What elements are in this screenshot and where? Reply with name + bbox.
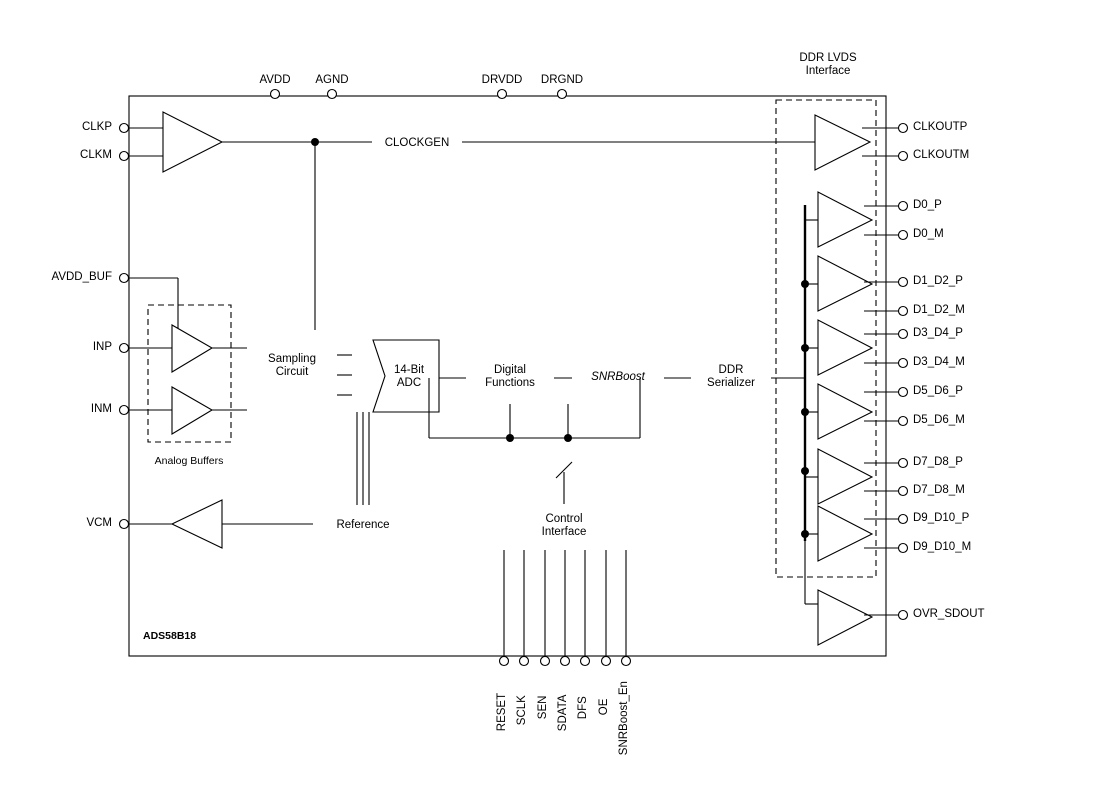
pin-ovr-sdout [899,611,908,620]
junction-snrboost [564,434,572,442]
label-pin-reset: RESET [495,692,508,732]
pin-d1-d2-p [899,278,908,287]
label-pin-agnd: AGND [315,74,349,86]
pin-d3-d4-p [899,330,908,339]
pin-d3-d4-m [899,359,908,368]
label-pin-clkoutm: CLKOUTM [913,149,970,161]
label-pin-vcm: VCM [86,517,112,529]
label-pin-avdd-buf: AVDD_BUF [51,271,112,283]
pin-d1-d2-m [899,307,908,316]
label-pin-inm: INM [90,403,112,415]
label-pin-d5-d6-m: D5_D6_M [913,414,965,426]
label-pin-dfs: DFS [576,696,589,720]
label-block-sampling-circuit: Sampling Circuit [268,353,316,379]
pin-d9-d10-m [899,544,908,553]
label-analog-buffers: Analog Buffers [154,455,224,467]
pin-d0-m [899,231,908,240]
label-pin-oe: OE [597,698,610,716]
pin-clkoutp [899,124,908,133]
label-device-name: ADS58B18 [143,630,197,642]
pin-dfs [581,657,590,666]
pin-sdata [561,657,570,666]
pin-sclk [520,657,529,666]
pin-inm [120,406,129,415]
label-pin-drgnd: DRGND [540,74,584,86]
label-pin-drvdd: DRVDD [481,74,523,86]
label-block-control-interface: Control Interface [541,513,587,539]
label-ddr-lvds-interface: DDR LVDS Interface [799,52,857,78]
label-block-snrboost: SNRBoost [591,371,645,383]
label-block-clockgen: CLOCKGEN [384,137,450,149]
label-pin-d1-d2-m: D1_D2_M [913,304,965,316]
junction-digital [506,434,514,442]
label-pin-clkp: CLKP [81,121,112,133]
label-block-digital-functions: Digital Functions [485,364,535,390]
pin-d0-p [899,202,908,211]
label-pin-avdd: AVDD [259,74,291,86]
pin-sen [541,657,550,666]
pin-drgnd [558,90,567,99]
label-block-ddr-serializer: DDR Serializer [707,364,755,390]
label-pin-snrboost-en: SNRBoost_En [617,681,630,756]
pin-avdd [271,90,280,99]
label-pin-sen: SEN [536,695,549,720]
label-pin-clkm: CLKM [80,149,112,161]
label-block-reference: Reference [336,519,390,531]
label-pin-d3-d4-m: D3_D4_M [913,356,965,368]
label-pin-d0-m: D0_M [913,228,944,240]
pin-agnd [328,90,337,99]
pin-snrboost-en [622,657,631,666]
pin-clkp [120,124,129,133]
pin-clkoutm [899,152,908,161]
pin-oe [602,657,611,666]
label-pin-ovr-sdout: OVR_SDOUT [913,608,985,620]
pin-vcm [120,520,129,529]
label-pin-d3-d4-p: D3_D4_P [913,327,963,339]
label-pin-d9-d10-p: D9_D10_P [913,512,970,524]
pin-avdd-buf [120,274,129,283]
pin-d9-d10-p [899,515,908,524]
pin-d7-d8-m [899,487,908,496]
label-pin-d7-d8-p: D7_D8_P [913,456,963,468]
pin-reset [500,657,509,666]
label-pin-sdata: SDATA [556,694,569,732]
pin-clkm [120,152,129,161]
pin-drvdd [498,90,507,99]
label-pin-d5-d6-p: D5_D6_P [913,385,963,397]
label-block-adc: 14-Bit ADC [393,364,425,390]
pin-d5-d6-p [899,388,908,397]
label-pin-d0-p: D0_P [913,199,942,211]
label-pin-d1-d2-p: D1_D2_P [913,275,963,287]
label-pin-d9-d10-m: D9_D10_M [913,541,972,553]
pin-inp [120,344,129,353]
pin-d5-d6-m [899,417,908,426]
label-pin-clkoutp: CLKOUTP [913,121,968,133]
pin-d7-d8-p [899,459,908,468]
label-pin-d7-d8-m: D7_D8_M [913,484,965,496]
label-pin-inp: INP [92,341,112,353]
label-pin-sclk: SCLK [515,695,528,726]
